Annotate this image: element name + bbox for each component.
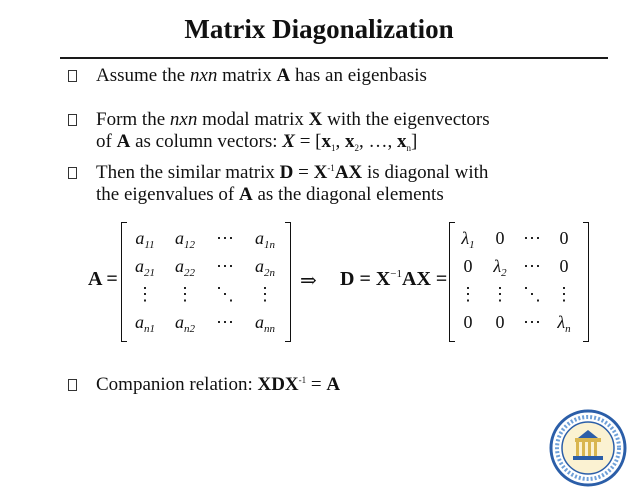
matrix-a-cell: ⋮ bbox=[176, 284, 194, 304]
implies-arrow: ⇒ bbox=[300, 270, 317, 292]
matrix-d-cell: ⋮ bbox=[491, 284, 509, 304]
matrix-d-cell: $\lambda_1$ bbox=[461, 228, 475, 251]
bullet-marker-3 bbox=[68, 167, 77, 179]
bullet-text-segment: D bbox=[279, 162, 294, 183]
bullet-text-segment: -1 bbox=[298, 375, 307, 385]
inverse-exponent: −1 bbox=[390, 268, 403, 280]
matrix-a-cell: ⋯ bbox=[216, 256, 234, 276]
matrix-d-cell: ⋯ bbox=[523, 228, 541, 248]
bullet-text-segment: the eigenvalues of bbox=[96, 184, 239, 205]
bullet-text-segment: with the eigenvectors bbox=[322, 109, 490, 130]
bullet-text-segment: A bbox=[276, 65, 291, 86]
matrix-a-cell: $a_{21}$ bbox=[135, 256, 155, 279]
matrix-d-cell: 0 bbox=[495, 228, 505, 248]
bullet-text-segment: AX bbox=[334, 162, 363, 183]
matrix-d-cell: ⋮ bbox=[459, 284, 477, 304]
bullet-text-segment: A bbox=[326, 374, 341, 395]
slide-title: Matrix Diagonalization bbox=[184, 14, 454, 44]
bullet-text-segment: Companion relation: bbox=[96, 374, 258, 395]
bullet-text-segment: -1 bbox=[327, 163, 335, 173]
bullet-text-segment: Then the similar matrix bbox=[96, 162, 280, 183]
bullet-text-segment: nxn bbox=[189, 65, 218, 86]
bullet-text-segment: X bbox=[308, 109, 323, 130]
matrix-a-cell: ⋮ bbox=[256, 284, 274, 304]
bullet-text-segment: as column vectors: bbox=[130, 131, 283, 152]
bullet-line-4 bbox=[96, 374, 340, 396]
bullet-text-segment: , …, bbox=[359, 131, 398, 152]
bullet-text-segment: = [ bbox=[294, 131, 322, 152]
bullet-text-segment: modal matrix bbox=[197, 109, 309, 130]
bullet-line-2b bbox=[96, 131, 417, 153]
bullet-text-segment: matrix bbox=[217, 65, 277, 86]
bullet-text-segment: Form the bbox=[96, 109, 170, 130]
bullet-text-segment: 1 bbox=[331, 143, 336, 153]
bullet-line-1 bbox=[96, 65, 427, 87]
matrix-a-cell: $a_{22}$ bbox=[175, 256, 195, 279]
bullet-line-2a bbox=[96, 109, 490, 131]
matrix-a-cell: ⋮ bbox=[136, 284, 154, 304]
bullet-text-segment: x bbox=[397, 131, 407, 152]
matrix-d-cell: ⋯ bbox=[523, 256, 541, 276]
matrix-d-cell: ⋱ bbox=[523, 284, 541, 304]
bullet-marker-2 bbox=[68, 114, 77, 126]
bullet-line-3b bbox=[96, 184, 444, 206]
matrix-d-right-bracket bbox=[583, 222, 589, 342]
bullet-text-segment: x bbox=[345, 131, 355, 152]
bullet-marker-4 bbox=[68, 379, 77, 391]
bullet-text-segment: is diagonal with bbox=[362, 162, 489, 183]
equation-lhs-label: A = bbox=[88, 268, 118, 290]
matrix-a-cell: $a_{n1}$ bbox=[135, 312, 155, 335]
matrix-d-cell: 0 bbox=[463, 312, 473, 332]
bullet-text-segment: nxn bbox=[169, 109, 198, 130]
bullet-text-segment: 2 bbox=[354, 143, 360, 153]
matrix-a-cell: $a_{12}$ bbox=[175, 228, 195, 251]
bullet-text-segment: XDX bbox=[257, 374, 299, 395]
matrix-d-cell: 0 bbox=[463, 256, 473, 276]
matrix-d-cell: 0 bbox=[559, 228, 569, 248]
bullet-text-segment: A bbox=[116, 131, 131, 152]
matrix-a-cell: $a_{11}$ bbox=[135, 228, 155, 251]
bullet-line-3a bbox=[96, 162, 488, 184]
matrix-d-cell: $\lambda_n$ bbox=[557, 312, 571, 335]
matrix-d-cell: 0 bbox=[559, 256, 569, 276]
matrix-d-cell: ⋮ bbox=[555, 284, 573, 304]
bullet-text-segment: Assume the bbox=[96, 65, 190, 86]
matrix-a-cell: ⋯ bbox=[216, 312, 234, 332]
bullet-text-segment: , bbox=[335, 131, 346, 152]
matrix-a-cell: $a_{nn}$ bbox=[255, 312, 275, 335]
matrix-a-cell: ⋯ bbox=[216, 228, 234, 248]
matrix-d-cell: 0 bbox=[495, 312, 505, 332]
bullet-text-segment: X bbox=[282, 131, 295, 152]
bullet-text-segment: has an eigenbasis bbox=[290, 65, 427, 86]
bullet-text-segment: as the diagonal elements bbox=[252, 184, 444, 205]
bullet-text-segment: ] bbox=[411, 131, 418, 152]
bullet-marker-1 bbox=[68, 70, 77, 82]
equation-rhs-label: $D = X^{-1}AX$ = bbox=[340, 268, 448, 290]
title-underline bbox=[60, 57, 608, 59]
bullet-text-segment: of bbox=[96, 131, 117, 152]
university-seal-icon bbox=[548, 408, 628, 488]
bullet-text-segment: n bbox=[406, 143, 412, 153]
matrix-a-cell: $a_{2n}$ bbox=[255, 256, 275, 279]
matrix-a-cell: $a_{1n}$ bbox=[255, 228, 275, 251]
matrix-a-cell: $a_{n2}$ bbox=[175, 312, 195, 335]
matrix-a-right-bracket bbox=[285, 222, 291, 342]
matrix-d-cell: ⋯ bbox=[523, 312, 541, 332]
bullet-text-segment: X bbox=[313, 162, 328, 183]
matrix-a-cell: ⋱ bbox=[216, 284, 234, 304]
matrix-d-cell: $\lambda_2$ bbox=[493, 256, 507, 279]
bullet-text-segment: A bbox=[238, 184, 253, 205]
bullet-text-segment: = bbox=[293, 162, 314, 183]
bullet-text-segment: x bbox=[321, 131, 332, 152]
bullet-text-segment: = bbox=[306, 374, 327, 395]
